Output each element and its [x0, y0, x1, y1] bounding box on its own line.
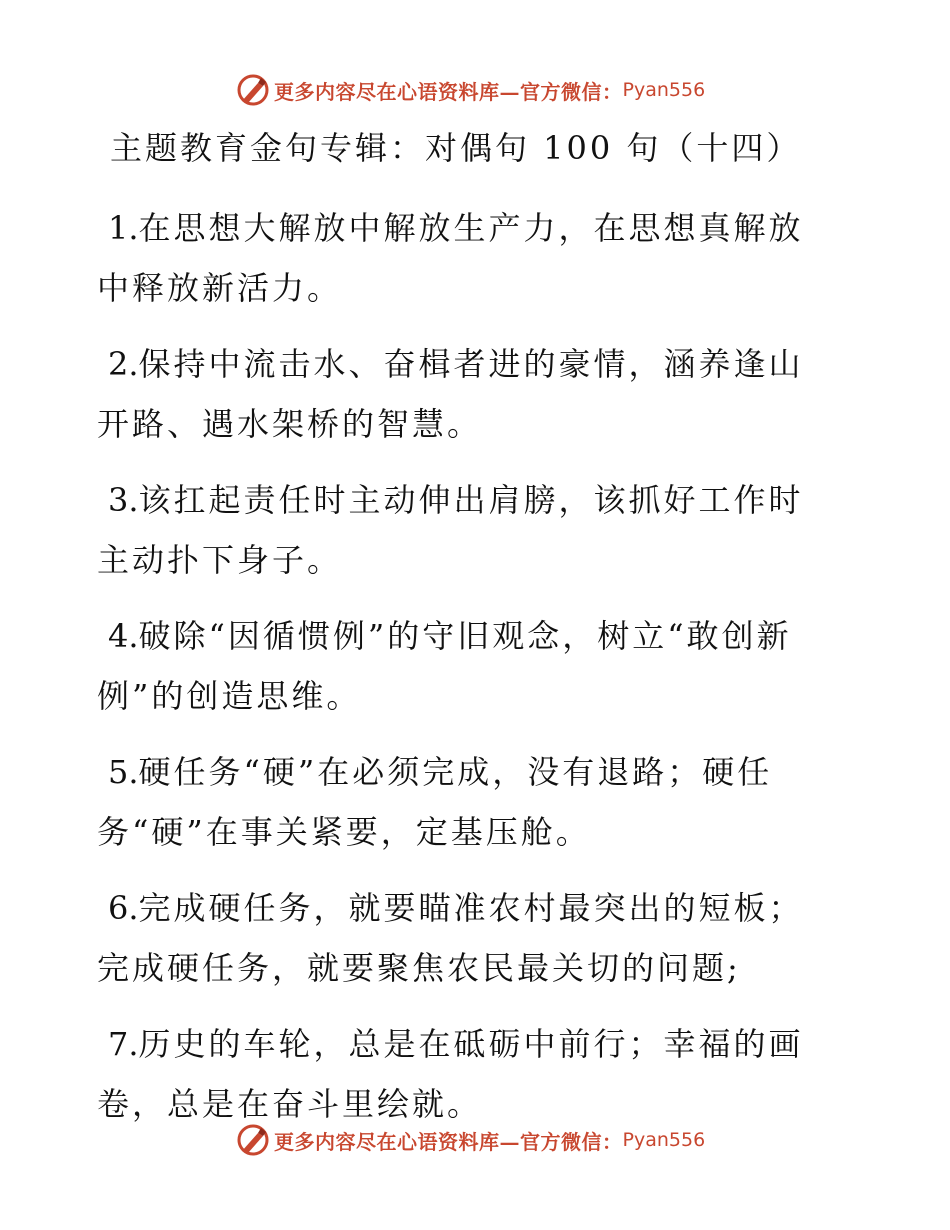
header-banner — [236, 72, 705, 108]
pen-logo-icon — [236, 73, 270, 107]
quote-number: 2. — [108, 345, 139, 383]
quote-number: 5. — [108, 753, 139, 791]
quote-text: 硬任务“硬”在必须完成，没有退路；硬任务“硬”在事关紧要，定基压舱。 — [97, 753, 773, 851]
quote-item — [97, 742, 837, 862]
banner-wechat-id: Pyan556 — [622, 1129, 706, 1151]
quote-number: 7. — [108, 1025, 139, 1063]
quote-item — [97, 470, 837, 590]
quote-number: 6. — [108, 889, 139, 927]
quote-item — [97, 334, 837, 454]
banner-text: 更多内容尽在心语资料库—官方微信： — [274, 79, 623, 104]
quote-item — [97, 878, 837, 998]
pen-logo-icon — [236, 1123, 270, 1157]
quote-text: 保持中流击水、奋楫者进的豪情，涵养逢山开路、遇水架桥的智慧。 — [97, 345, 804, 443]
quote-item — [97, 1014, 837, 1134]
banner-wechat-id: Pyan556 — [622, 79, 706, 101]
quote-list — [97, 198, 837, 1150]
footer-banner — [236, 1122, 705, 1158]
banner-text: 更多内容尽在心语资料库—官方微信： — [274, 1129, 623, 1154]
quote-text: 在思想大解放中解放生产力，在思想真解放中释放新活力。 — [97, 209, 804, 307]
quote-number: 1. — [108, 209, 139, 247]
quote-item — [97, 606, 837, 726]
quote-text: 完成硬任务，就要瞄准农村最突出的短板；完成硬任务，就要聚焦农民最关切的问题; — [97, 889, 804, 987]
quote-text: 历史的车轮，总是在砥砺中前行；幸福的画卷，总是在奋斗里绘就。 — [97, 1025, 804, 1123]
quote-text: 该扛起责任时主动伸出肩膀，该抓好工作时主动扑下身子。 — [97, 481, 804, 579]
quote-number: 3. — [108, 481, 139, 519]
quote-text: 破除“因循惯例”的守旧观念，树立“敢创新例”的创造思维。 — [97, 617, 792, 715]
document-title: 主题教育金句专辑：对偶句 100 句（十四） — [110, 129, 802, 167]
quote-item — [97, 198, 837, 318]
quote-number: 4. — [108, 617, 139, 655]
